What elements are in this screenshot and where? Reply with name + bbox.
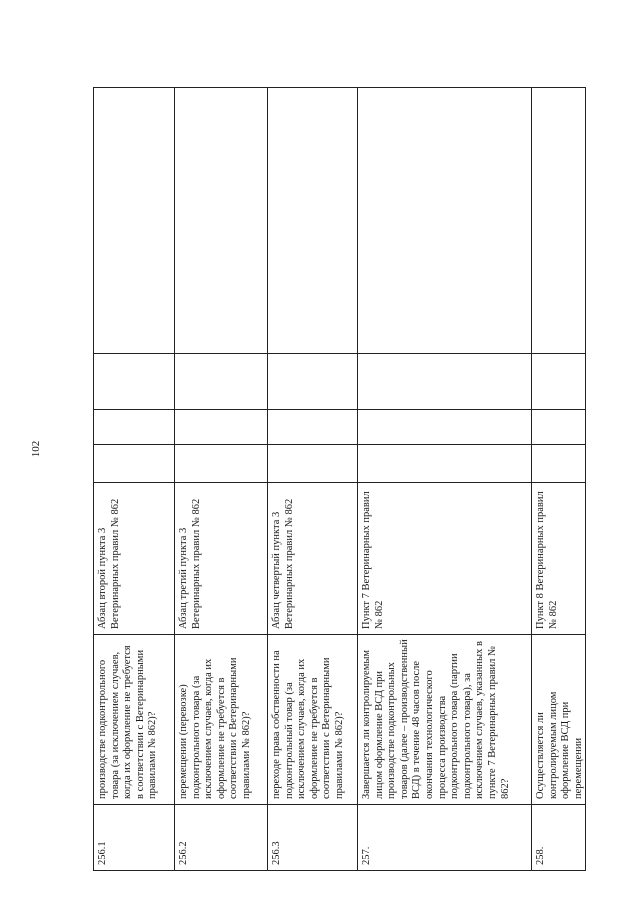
question-text: Завершается ли контролируемым лицом оформление ВСД при производстве подконтрольных товаров (далее – производственный ВСД) в течение 48 часов после окончания технологического процесса производства подконтрольного товара (партии подконтрольного товара), за исключением случаев, указанных в пункте 7 Ветеринарных правил № 862? [358,635,532,805]
answer-yes-cell [175,445,268,483]
item-number: 258. [532,805,585,871]
answer-no-cell [532,410,585,445]
remarks-cell [94,87,175,354]
question-text: переходе права собственности на подконтрольный товар (за исключением случаев, когда их оформление не требуется в соответствии с Ветеринарными правилами № 862)? [268,635,358,805]
answer-yes-cell [358,445,532,483]
legal-reference: Абзац третий пункта 3 Ветеринарных правил № 862 [175,483,268,635]
answer-yes-cell [268,445,358,483]
table-row [93,87,175,871]
answer-no-cell [175,410,268,445]
legal-reference: Абзац второй пункта 3 Ветеринарных правил № 862 [94,483,175,635]
question-text: Осуществляется ли контролируемым лицом оформление ВСД при перемещении [532,635,585,805]
checklist-table [93,87,585,871]
question-text: производстве подконтрольного товара (за исключением случаев, когда их оформление не требуется в соответствии с Ветеринарными правилами № 862)? [94,635,175,805]
remarks-cell [358,87,532,354]
item-number: 256.1 [94,805,175,871]
table-row [174,87,268,871]
answer-na-cell [532,354,585,410]
answer-yes-cell [94,445,175,483]
answer-no-cell [358,410,532,445]
table-row [357,87,532,871]
answer-na-cell [175,354,268,410]
answer-no-cell [268,410,358,445]
remarks-cell [532,87,585,354]
item-number: 256.2 [175,805,268,871]
item-number: 257. [358,805,532,871]
table-row [267,87,358,871]
answer-na-cell [94,354,175,410]
legal-reference: Пункт 8 Ветеринарных правил № 862 [532,483,585,635]
question-text: перемещении (перевозке) подконтрольного товара (за исключением случаев, когда их оформление не требуется в соответствии с Ветеринарными правилами № 862)? [175,635,268,805]
answer-na-cell [268,354,358,410]
page-number: 102 [30,440,42,458]
item-number: 256.3 [268,805,358,871]
answer-yes-cell [532,445,585,483]
table-row [531,87,586,871]
remarks-cell [268,87,358,354]
legal-reference: Абзац четвертый пункта 3 Ветеринарных правил № 862 [268,483,358,635]
answer-no-cell [94,410,175,445]
legal-reference: Пункт 7 Ветеринарных правил № 862 [358,483,532,635]
answer-na-cell [358,354,532,410]
remarks-cell [175,87,268,354]
